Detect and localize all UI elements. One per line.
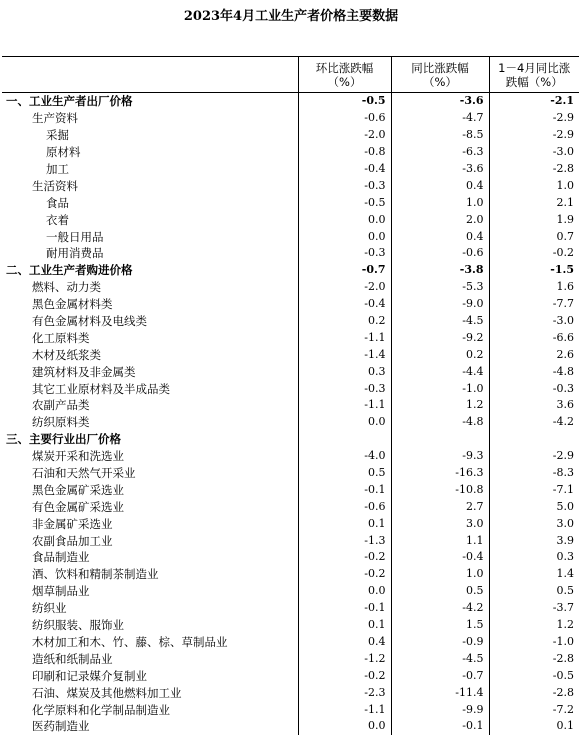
row-ytd: -6.6 — [489, 329, 579, 346]
row-yoy: -0.1 — [391, 718, 489, 735]
row-yoy: -6.3 — [391, 144, 489, 161]
table-row — [2, 245, 579, 262]
row-ytd: -2.9 — [489, 127, 579, 144]
row-yoy: -9.0 — [391, 296, 489, 313]
row-yoy: -4.2 — [391, 600, 489, 617]
header-blank — [2, 57, 298, 93]
row-mom: -0.3 — [298, 177, 391, 194]
row-ytd: -0.5 — [489, 667, 579, 684]
row-name: 建筑材料及非金属类 — [32, 364, 136, 379]
row-ytd: 1.2 — [489, 617, 579, 634]
row-mom: -0.1 — [298, 481, 391, 498]
row-name: 纺织业 — [32, 601, 67, 616]
row-ytd: 1.6 — [489, 279, 579, 296]
table-row — [2, 684, 579, 701]
row-name: 造纸和纸制品业 — [32, 651, 113, 666]
row-yoy: -8.5 — [391, 127, 489, 144]
row-ytd: -7.1 — [489, 481, 579, 498]
row-mom: 0.0 — [298, 228, 391, 245]
row-mom: -0.3 — [298, 245, 391, 262]
table-row — [2, 481, 579, 498]
header-ytd-label: 1－4月同比涨跌幅（%） — [498, 60, 571, 89]
row-yoy: 3.0 — [391, 515, 489, 532]
row-name: 黑色金属材料类 — [32, 297, 113, 312]
table-row — [2, 380, 579, 397]
row-ytd: -2.8 — [489, 161, 579, 178]
table-row — [2, 177, 579, 194]
row-name: 医药制造业 — [32, 719, 90, 734]
table-row — [2, 194, 579, 211]
row-yoy: -10.8 — [391, 481, 489, 498]
row-ytd: -4.8 — [489, 363, 579, 380]
row-yoy: 2.7 — [391, 498, 489, 515]
row-ytd: -2.9 — [489, 110, 579, 127]
row-name: 印刷和记录媒介复制业 — [32, 668, 147, 683]
header-mom — [298, 57, 391, 93]
row-ytd: -2.9 — [489, 448, 579, 465]
table-row — [2, 414, 579, 431]
price-table — [2, 56, 579, 735]
row-name: 耐用消费品 — [46, 246, 104, 261]
row-mom: -0.1 — [298, 600, 391, 617]
row-ytd: 3.0 — [489, 515, 579, 532]
row-yoy: -4.8 — [391, 414, 489, 431]
row-mom: -2.0 — [298, 279, 391, 296]
row-name: 化工原料类 — [32, 330, 90, 345]
row-ytd: 2.6 — [489, 346, 579, 363]
row-name: 非金属矿采选业 — [32, 516, 113, 531]
row-ytd: 1.0 — [489, 177, 579, 194]
row-name: 食品 — [46, 195, 69, 210]
row-mom: -1.4 — [298, 346, 391, 363]
row-ytd: 5.0 — [489, 498, 579, 515]
row-ytd: -2.1 — [489, 93, 579, 110]
table-row — [2, 701, 579, 718]
row-name: 有色金属材料及电线类 — [32, 314, 147, 329]
row-mom: 0.1 — [298, 515, 391, 532]
row-name: 燃料、动力类 — [32, 280, 101, 295]
table-row — [2, 110, 579, 127]
row-ytd: -3.7 — [489, 600, 579, 617]
row-name: 生活资料 — [32, 178, 78, 193]
row-yoy: -4.5 — [391, 650, 489, 667]
row-mom: -0.4 — [298, 161, 391, 178]
header-yoy — [391, 57, 489, 93]
row-yoy: -4.7 — [391, 110, 489, 127]
row-mom: -0.6 — [298, 110, 391, 127]
table-row — [2, 279, 579, 296]
row-yoy: -11.4 — [391, 684, 489, 701]
row-ytd: -0.2 — [489, 245, 579, 262]
row-ytd: -8.3 — [489, 465, 579, 482]
row-name: 煤炭开采和洗选业 — [32, 449, 124, 464]
row-ytd: -2.8 — [489, 684, 579, 701]
row-name: 农副产品类 — [32, 398, 90, 413]
row-name: 木材及纸浆类 — [32, 347, 101, 362]
row-yoy: 0.4 — [391, 228, 489, 245]
row-yoy: -3.6 — [391, 93, 489, 110]
row-mom: 0.2 — [298, 313, 391, 330]
row-yoy: 1.0 — [391, 566, 489, 583]
table-row — [2, 634, 579, 651]
row-ytd: 3.6 — [489, 397, 579, 414]
row-name: 石油、煤炭及其他燃料加工业 — [32, 685, 182, 700]
row-mom: -0.3 — [298, 380, 391, 397]
row-mom: -0.5 — [298, 194, 391, 211]
table-row — [2, 650, 579, 667]
row-mom: -0.2 — [298, 566, 391, 583]
row-yoy: 0.2 — [391, 346, 489, 363]
row-name: 石油和天然气开采业 — [32, 466, 136, 481]
row-yoy — [391, 431, 489, 448]
table-row — [2, 211, 579, 228]
table-row — [2, 346, 579, 363]
table-row — [2, 329, 579, 346]
row-name: 加工 — [46, 162, 69, 176]
row-mom: -0.2 — [298, 667, 391, 684]
row-mom: -1.1 — [298, 701, 391, 718]
row-name: 原材料 — [46, 145, 81, 160]
row-ytd: -0.3 — [489, 380, 579, 397]
table-row — [2, 667, 579, 684]
row-name: 一、工业生产者出厂价格 — [6, 94, 133, 109]
row-mom: -0.5 — [298, 93, 391, 110]
row-ytd: 0.3 — [489, 549, 579, 566]
row-ytd: 0.7 — [489, 228, 579, 245]
row-name: 纺织原料类 — [32, 415, 90, 430]
row-name: 烟草制品业 — [32, 584, 90, 599]
row-mom: -4.0 — [298, 448, 391, 465]
row-yoy: -16.3 — [391, 465, 489, 482]
row-mom: 0.0 — [298, 211, 391, 228]
header-row — [2, 57, 579, 93]
row-name: 采掘 — [46, 128, 69, 143]
row-yoy: -3.6 — [391, 161, 489, 178]
row-name: 一般日用品 — [46, 229, 104, 244]
table-row — [2, 363, 579, 380]
row-ytd: 3.9 — [489, 532, 579, 549]
table-row — [2, 566, 579, 583]
row-yoy: -9.2 — [391, 329, 489, 346]
row-yoy: -9.3 — [391, 448, 489, 465]
row-yoy: 0.5 — [391, 583, 489, 600]
row-mom: -0.7 — [298, 262, 391, 279]
row-ytd: 0.5 — [489, 583, 579, 600]
row-name: 生产资料 — [32, 111, 78, 126]
table-row — [2, 498, 579, 515]
row-ytd: 2.1 — [489, 194, 579, 211]
table-row — [2, 127, 579, 144]
row-name: 食品制造业 — [32, 550, 90, 565]
row-yoy: 2.0 — [391, 211, 489, 228]
row-mom: -1.2 — [298, 650, 391, 667]
table-row — [2, 718, 579, 735]
row-yoy: 0.4 — [391, 177, 489, 194]
table-row — [2, 144, 579, 161]
row-ytd: -1.0 — [489, 634, 579, 651]
table-row — [2, 583, 579, 600]
row-mom: 0.0 — [298, 414, 391, 431]
table-row — [2, 262, 579, 279]
table-row — [2, 515, 579, 532]
row-name: 三、主要行业出厂价格 — [6, 432, 121, 447]
row-yoy: -4.5 — [391, 313, 489, 330]
table-row — [2, 313, 579, 330]
page-title: 2023年4月工业生产者价格主要数据 — [183, 9, 399, 24]
row-mom: -1.1 — [298, 397, 391, 414]
header-yoy-label: 同比涨跌幅（%） — [411, 60, 469, 89]
row-ytd: 1.9 — [489, 211, 579, 228]
row-yoy: -4.4 — [391, 363, 489, 380]
row-yoy: 1.2 — [391, 397, 489, 414]
table-row — [2, 532, 579, 549]
row-mom: 0.3 — [298, 363, 391, 380]
row-name: 衣着 — [46, 212, 69, 227]
table-row — [2, 600, 579, 617]
row-name: 有色金属矿采选业 — [32, 499, 124, 514]
row-yoy: -0.6 — [391, 245, 489, 262]
row-mom: -0.6 — [298, 498, 391, 515]
row-name: 化学原料和化学制品制造业 — [32, 702, 170, 717]
row-name: 纺织服装、服饰业 — [32, 618, 124, 633]
row-mom: 0.5 — [298, 465, 391, 482]
row-ytd: -3.0 — [489, 144, 579, 161]
header-ytd — [489, 57, 579, 93]
row-mom: -0.4 — [298, 296, 391, 313]
table-row — [2, 296, 579, 313]
row-ytd: -2.8 — [489, 650, 579, 667]
row-yoy: -1.0 — [391, 380, 489, 397]
table-row — [2, 397, 579, 414]
row-mom: -1.3 — [298, 532, 391, 549]
row-name: 木材加工和木、竹、藤、棕、草制品业 — [32, 634, 228, 649]
row-ytd: -3.0 — [489, 313, 579, 330]
row-ytd: -1.5 — [489, 262, 579, 279]
row-mom — [298, 431, 391, 448]
row-name: 二、工业生产者购进价格 — [6, 263, 133, 278]
header-mom-label: 环比涨跌幅（%） — [315, 60, 374, 89]
row-yoy: -9.9 — [391, 701, 489, 718]
row-ytd — [489, 431, 579, 448]
row-yoy: -5.3 — [391, 279, 489, 296]
row-ytd: -4.2 — [489, 414, 579, 431]
row-name: 酒、饮料和精制茶制造业 — [32, 567, 159, 582]
row-name: 其它工业原材料及半成品类 — [32, 381, 170, 396]
table-row — [2, 161, 579, 178]
table-row — [2, 465, 579, 482]
table-row — [2, 549, 579, 566]
table-row — [2, 617, 579, 634]
table-row — [2, 228, 579, 245]
row-mom: -0.2 — [298, 549, 391, 566]
row-yoy: -0.9 — [391, 634, 489, 651]
row-yoy: -3.8 — [391, 262, 489, 279]
row-mom: -2.3 — [298, 684, 391, 701]
row-ytd: 0.1 — [489, 718, 579, 735]
row-mom: -2.0 — [298, 127, 391, 144]
row-mom: 0.1 — [298, 617, 391, 634]
row-yoy: 1.1 — [391, 532, 489, 549]
row-name: 黑色金属矿采选业 — [32, 482, 124, 497]
row-mom: -1.1 — [298, 329, 391, 346]
row-mom: -0.8 — [298, 144, 391, 161]
row-yoy: 1.5 — [391, 617, 489, 634]
row-mom: 0.0 — [298, 718, 391, 735]
row-mom: 0.4 — [298, 634, 391, 651]
row-yoy: -0.4 — [391, 549, 489, 566]
row-name: 农副食品加工业 — [32, 533, 113, 548]
row-yoy: -0.7 — [391, 667, 489, 684]
row-ytd: 1.4 — [489, 566, 579, 583]
table-row — [2, 93, 579, 110]
row-ytd: -7.7 — [489, 296, 579, 313]
table-row — [2, 431, 579, 448]
row-mom: 0.0 — [298, 583, 391, 600]
row-yoy: 1.0 — [391, 194, 489, 211]
row-ytd: -7.2 — [489, 701, 579, 718]
table-row — [2, 448, 579, 465]
